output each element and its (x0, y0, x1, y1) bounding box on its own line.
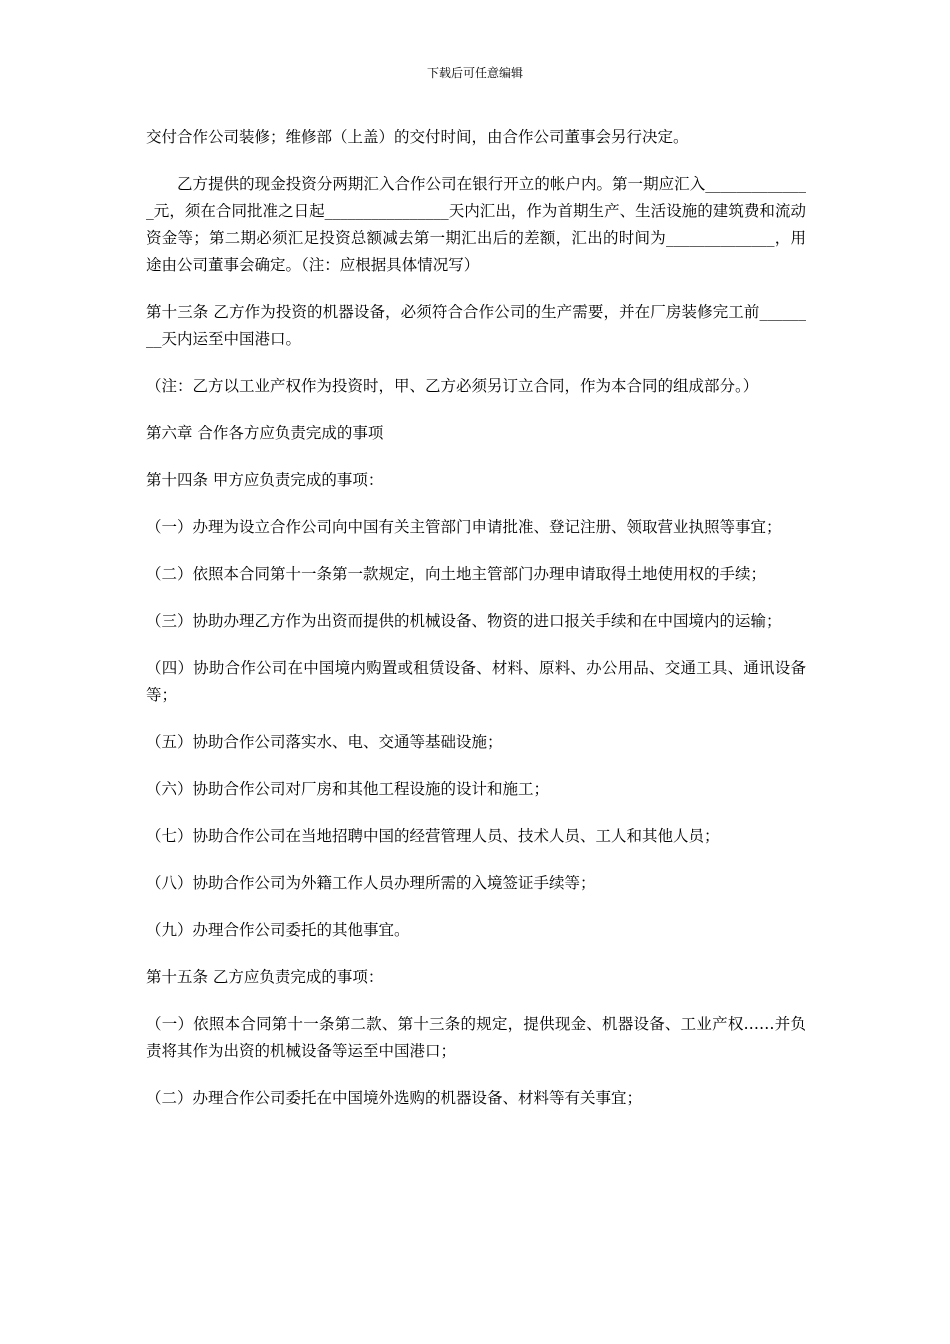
chapter-6-heading: 第六章 合作各方应负责完成的事项 (146, 424, 384, 442)
list-item-14-5: （五）协助合作公司落实水、电、交通等基础设施； (146, 733, 503, 751)
paragraph-cash-investment: 乙方提供的现金投资分两期汇入合作公司在银行开立的帐户内。第一期应汇入______________元，须在合同批准之日起________________天内汇出，作为首期生产、生活设施的建筑费和流动资金等；第二期必须汇足投资总额减去第一期汇出后的差额，汇出的时间为______________，用途由公司董事会确定。（注：应根据具体情况写） (146, 175, 806, 274)
list-item-15-2: （二）办理合作公司委托在中国境外选购的机器设备、材料等有关事宜； (146, 1089, 643, 1107)
list-item-14-9: （九）办理合作公司委托的其他事宜。 (146, 921, 410, 939)
paragraph-article-15: 第十五条 乙方应负责完成的事项： (146, 968, 384, 986)
paragraph-article-14: 第十四条 甲方应负责完成的事项： (146, 471, 384, 489)
list-item-14-4: （四）协助合作公司在中国境内购置或租赁设备、材料、原料、办公用品、交通工具、通讯设备等； (146, 659, 806, 704)
list-item-14-3: （三）协助办理乙方作为出资而提供的机械设备、物资的进口报关手续和在中国境内的运输； (146, 612, 782, 630)
paragraph-note-ip: （注：乙方以工业产权作为投资时，甲、乙方必须另订立合同，作为本合同的组成部分。） (146, 377, 759, 395)
list-item-15-1: （一）依照本合同第十一条第二款、第十三条的规定，提供现金、机器设备、工业产权……并负责将其作为出资的机械设备等运至中国港口； (146, 1015, 806, 1060)
list-item-14-2: （二）依照本合同第十一条第一款规定，向土地主管部门办理申请取得土地使用权的手续； (146, 565, 767, 583)
list-item-14-6: （六）协助合作公司对厂房和其他工程设施的设计和施工； (146, 780, 550, 798)
list-item-14-7: （七）协助合作公司在当地招聘中国的经营管理人员、技术人员、工人和其他人员； (146, 827, 720, 845)
list-item-14-1: （一）办理为设立合作公司向中国有关主管部门申请批准、登记注册、领取营业执照等事宜； (146, 518, 782, 536)
document-body (146, 124, 806, 1132)
paragraph-handover: 交付合作公司装修；维修部（上盖）的交付时间，由合作公司董事会另行决定。 (146, 128, 689, 146)
paragraph-article-13: 第十三条 乙方作为投资的机器设备，必须符合合作公司的生产需要，并在厂房装修完工前________天内运至中国港口。 (146, 303, 806, 348)
list-item-14-8: （八）协助合作公司为外籍工作人员办理所需的入境签证手续等； (146, 874, 596, 892)
page-header: 下载后可任意编辑 (426, 66, 523, 80)
